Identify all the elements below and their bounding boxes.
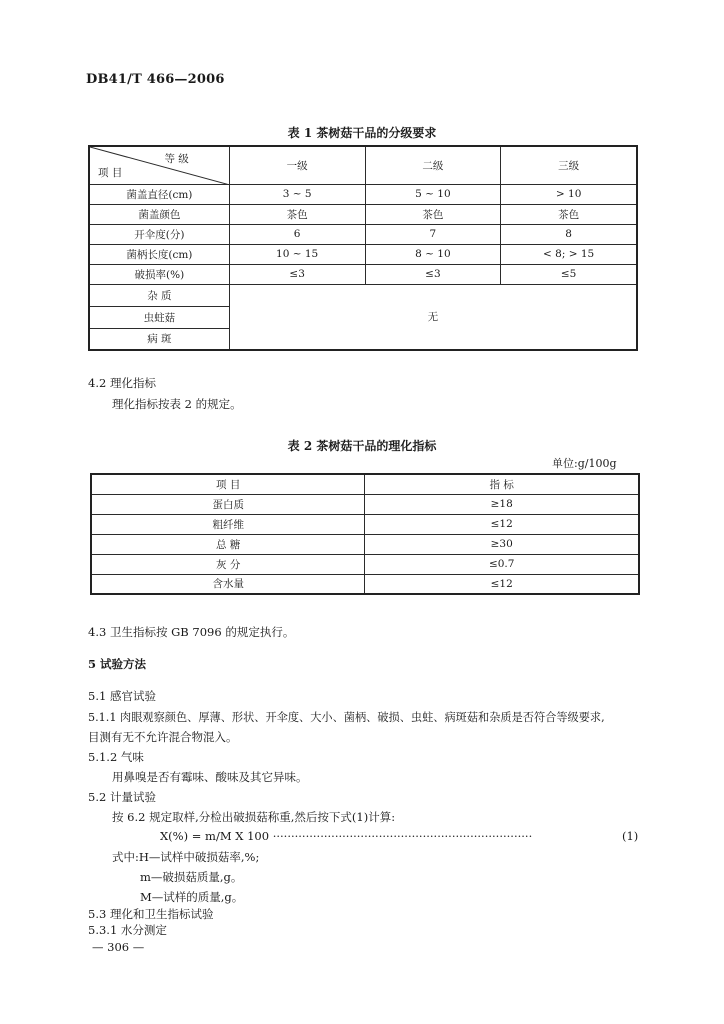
formula-M-def: M—试样的质量,g。 <box>140 890 244 904</box>
row-item: 菌盖颜色 <box>89 204 229 224</box>
section-5-title: 5 试验方法 <box>88 657 147 671</box>
row-value: 10 ~ 15 <box>229 244 365 264</box>
corner-cell <box>89 146 229 184</box>
row-value: 7 <box>365 224 501 244</box>
section-5-1-2-title: 5.1.2 气味 <box>88 750 144 764</box>
row-item: 蛋白质 <box>91 494 365 514</box>
section-5-2-text: 按 6.2 规定取样,分检出破损菇称重,然后按下式(1)计算: <box>112 810 396 824</box>
row-item: 开伞度(分) <box>89 224 229 244</box>
row-value: ≤12 <box>365 514 639 534</box>
table-row <box>89 244 637 264</box>
section-4-2-title: 4.2 理化指标 <box>88 376 156 390</box>
section-4-3: 4.3 卫生指标按 GB 7096 的规定执行。 <box>88 625 295 639</box>
table-row <box>89 204 637 224</box>
formula-where: 式中:H—试样中破损菇率,%; <box>112 850 260 864</box>
row-value: ≥30 <box>365 534 639 554</box>
row-item: 虫蛀菇 <box>89 306 229 328</box>
section-5-3-title: 5.3 理化和卫生指标试验 <box>88 907 214 921</box>
row-item: 病 斑 <box>89 328 229 350</box>
formula-number: (1) <box>622 829 639 843</box>
table-row <box>91 554 639 574</box>
row-value: 6 <box>229 224 365 244</box>
formula: X(%) = m/M X 100 ······································································· <box>160 829 533 843</box>
row-item: 总 糖 <box>91 534 365 554</box>
grade-header-1: 一级 <box>229 146 365 184</box>
row-value: 茶色 <box>365 204 501 224</box>
row-value: ≤3 <box>365 264 501 284</box>
row-item: 菌柄长度(cm) <box>89 244 229 264</box>
section-5-3-1-title: 5.3.1 水分测定 <box>88 923 167 937</box>
table-row <box>89 284 637 306</box>
grade-header-3: 三级 <box>501 146 637 184</box>
row-value: ≤12 <box>365 574 639 594</box>
physchem-table <box>90 473 640 595</box>
table2-caption: 表 2 茶树菇干品的理化指标 <box>287 439 437 453</box>
header-value: 指 标 <box>365 474 639 494</box>
section-4-2-text: 理化指标按表 2 的规定。 <box>112 397 242 411</box>
section-5-2-title: 5.2 计量试验 <box>88 790 156 804</box>
section-5-1-1-line2: 目测有无不允许混合物混入。 <box>88 730 238 744</box>
row-value: 8 <box>501 224 637 244</box>
row-value: 3 ~ 5 <box>229 184 365 204</box>
grade-label: 等 级 <box>164 153 189 165</box>
table-row <box>91 534 639 554</box>
row-value: < 8; > 15 <box>501 244 637 264</box>
header-item: 项 目 <box>91 474 365 494</box>
table2-unit: 单位:g/100g <box>552 457 617 470</box>
table-row <box>91 574 639 594</box>
row-value: ≤5 <box>501 264 637 284</box>
grade-header-2: 二级 <box>365 146 501 184</box>
row-value: ≤3 <box>229 264 365 284</box>
table-row <box>89 184 637 204</box>
section-5-1-2-text: 用鼻嗅是否有霉味、酸味及其它异味。 <box>112 770 308 784</box>
row-value: 茶色 <box>229 204 365 224</box>
page-number: — 306 — <box>92 940 145 954</box>
row-value: 5 ~ 10 <box>365 184 501 204</box>
section-5-1-1-line1: 5.1.1 肉眼观察颜色、厚薄、形状、开伞度、大小、菌柄、破损、虫蛀、病斑菇和杂质是否符合等级要求, <box>88 711 605 724</box>
table-row <box>89 264 637 284</box>
document-code: DB41/T 466—2006 <box>86 72 225 87</box>
row-value: 茶色 <box>501 204 637 224</box>
item-label: 项 目 <box>98 166 123 179</box>
row-value: > 10 <box>501 184 637 204</box>
row-value: 8 ~ 10 <box>365 244 501 264</box>
section-5-1-title: 5.1 感官试验 <box>88 689 156 703</box>
table-row <box>91 514 639 534</box>
row-value: ≤0.7 <box>365 554 639 574</box>
table-row <box>91 494 639 514</box>
merged-value: 无 <box>229 284 637 350</box>
row-item: 菌盖直径(cm) <box>89 184 229 204</box>
table-header-row <box>91 474 639 494</box>
row-item: 粗纤维 <box>91 514 365 534</box>
table-row <box>89 224 637 244</box>
table-header-row <box>89 146 637 184</box>
row-value: ≥18 <box>365 494 639 514</box>
grading-table <box>88 145 638 351</box>
row-item: 杂 质 <box>89 284 229 306</box>
row-item: 破损率(%) <box>89 264 229 284</box>
row-item: 含水量 <box>91 574 365 594</box>
formula-m-def: m—破损菇质量,g。 <box>140 870 243 884</box>
table1-caption: 表 1 茶树菇干品的分级要求 <box>287 126 437 140</box>
row-item: 灰 分 <box>91 554 365 574</box>
